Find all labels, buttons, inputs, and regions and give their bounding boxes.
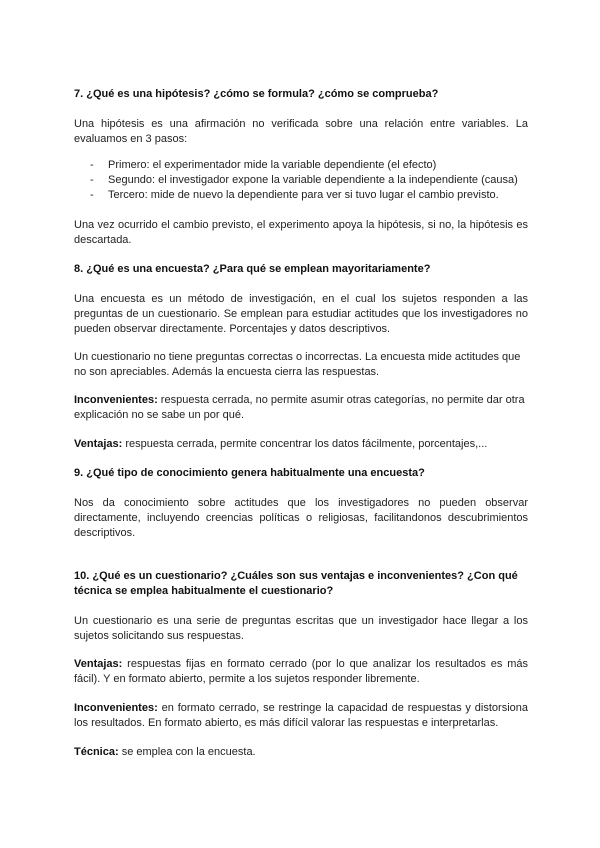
- q10-inconvenientes-label: Inconvenientes:: [74, 702, 158, 714]
- list-item: [74, 188, 528, 203]
- q8-inconvenientes: [74, 393, 528, 423]
- q10-heading: 10. ¿Qué es un cuestionario? ¿Cuáles son sus ventajas e inconvenientes? ¿Con qué técnica se emplea habitualmente el cuestionario?: [74, 570, 518, 597]
- q8-paragraph-1: Una encuesta es un método de investigación, en el cual los sujetos responden a las preguntas de un cuestionario. Se emplean para estudiar actitudes que los investigadores no pueden observar directamente. Porcentajes y datos descriptivos.: [74, 293, 528, 335]
- q7-heading: 7. ¿Qué es una hipótesis? ¿cómo se formula? ¿cómo se comprueba?: [74, 88, 439, 100]
- q10-ventajas: [74, 657, 528, 687]
- dash-bullet: -: [90, 189, 94, 201]
- q8-paragraph-2: Un cuestionario no tiene preguntas correctas o incorrectas. La encuesta mide actitudes que no son apreciables. Además la encuesta cierra las respuestas.: [74, 351, 521, 378]
- q9-paragraph-1: Nos da conocimiento sobre actitudes que los investigadores no pueden observar directamente, incluyendo creencias políticas o religiosas, facilitandonos descubrimientos descriptivos.: [74, 497, 528, 539]
- q7-conclusion: Una vez ocurrido el cambio previsto, el experimento apoya la hipótesis, si no, la hipótesis es descartada.: [74, 219, 528, 246]
- q7-step-2: Segundo: el investigador expone la variable dependiente a la independiente (causa): [108, 174, 518, 186]
- list-item: [74, 173, 528, 188]
- q10-paragraph-1: Un cuestionario es una serie de preguntas escritas que un investigador hace llegar a los sujetos solicitando sus respuestas.: [74, 615, 528, 642]
- q10-ventajas-label: Ventajas:: [74, 658, 123, 670]
- q7-intro: Una hipótesis es una afirmación no verificada sobre una relación entre variables. La evaluamos en 3 pasos:: [74, 118, 528, 145]
- q10-inconvenientes: [74, 701, 528, 731]
- dash-bullet: -: [90, 174, 94, 186]
- list-item: [74, 158, 528, 173]
- q8-heading: 8. ¿Qué es una encuesta? ¿Para qué se emplean mayoritariamente?: [74, 263, 431, 275]
- q10-tecnica: [74, 745, 528, 760]
- q7-step-3: Tercero: mide de nuevo la dependiente para ver si tuvo lugar el cambio previsto.: [108, 189, 499, 201]
- q8-inconvenientes-label: Inconvenientes:: [74, 394, 158, 406]
- q8-ventajas: [74, 437, 528, 452]
- q8-ventajas-text: respuesta cerrada, permite concentrar los datos fácilmente, porcentajes,...: [122, 438, 488, 450]
- q10-tecnica-label: Técnica:: [74, 746, 119, 758]
- q7-step-1: Primero: el experimentador mide la variable dependiente (el efecto): [108, 159, 437, 171]
- q10-ventajas-text: respuestas fijas en formato cerrado (por lo que analizar los resultados es más fácil). Y en formato abierto, permite a los sujetos responder libremente.: [74, 658, 528, 685]
- q9-heading: 9. ¿Qué tipo de conocimiento genera habitualmente una encuesta?: [74, 467, 425, 479]
- q10-inconvenientes-text: en formato cerrado, se restringe la capacidad de respuestas y distorsiona los resultados. En formato abierto, es más difícil valorar las respuestas e interpretarlas.: [74, 702, 528, 729]
- q7-steps-list: [74, 158, 528, 203]
- q8-ventajas-label: Ventajas:: [74, 438, 123, 450]
- q10-tecnica-text: se emplea con la encuesta.: [118, 746, 256, 758]
- dash-bullet: -: [90, 159, 94, 171]
- q8-inconvenientes-text: respuesta cerrada, no permite asumir otras categorías, no permite dar otra explicación no se sabe un por qué.: [74, 394, 525, 421]
